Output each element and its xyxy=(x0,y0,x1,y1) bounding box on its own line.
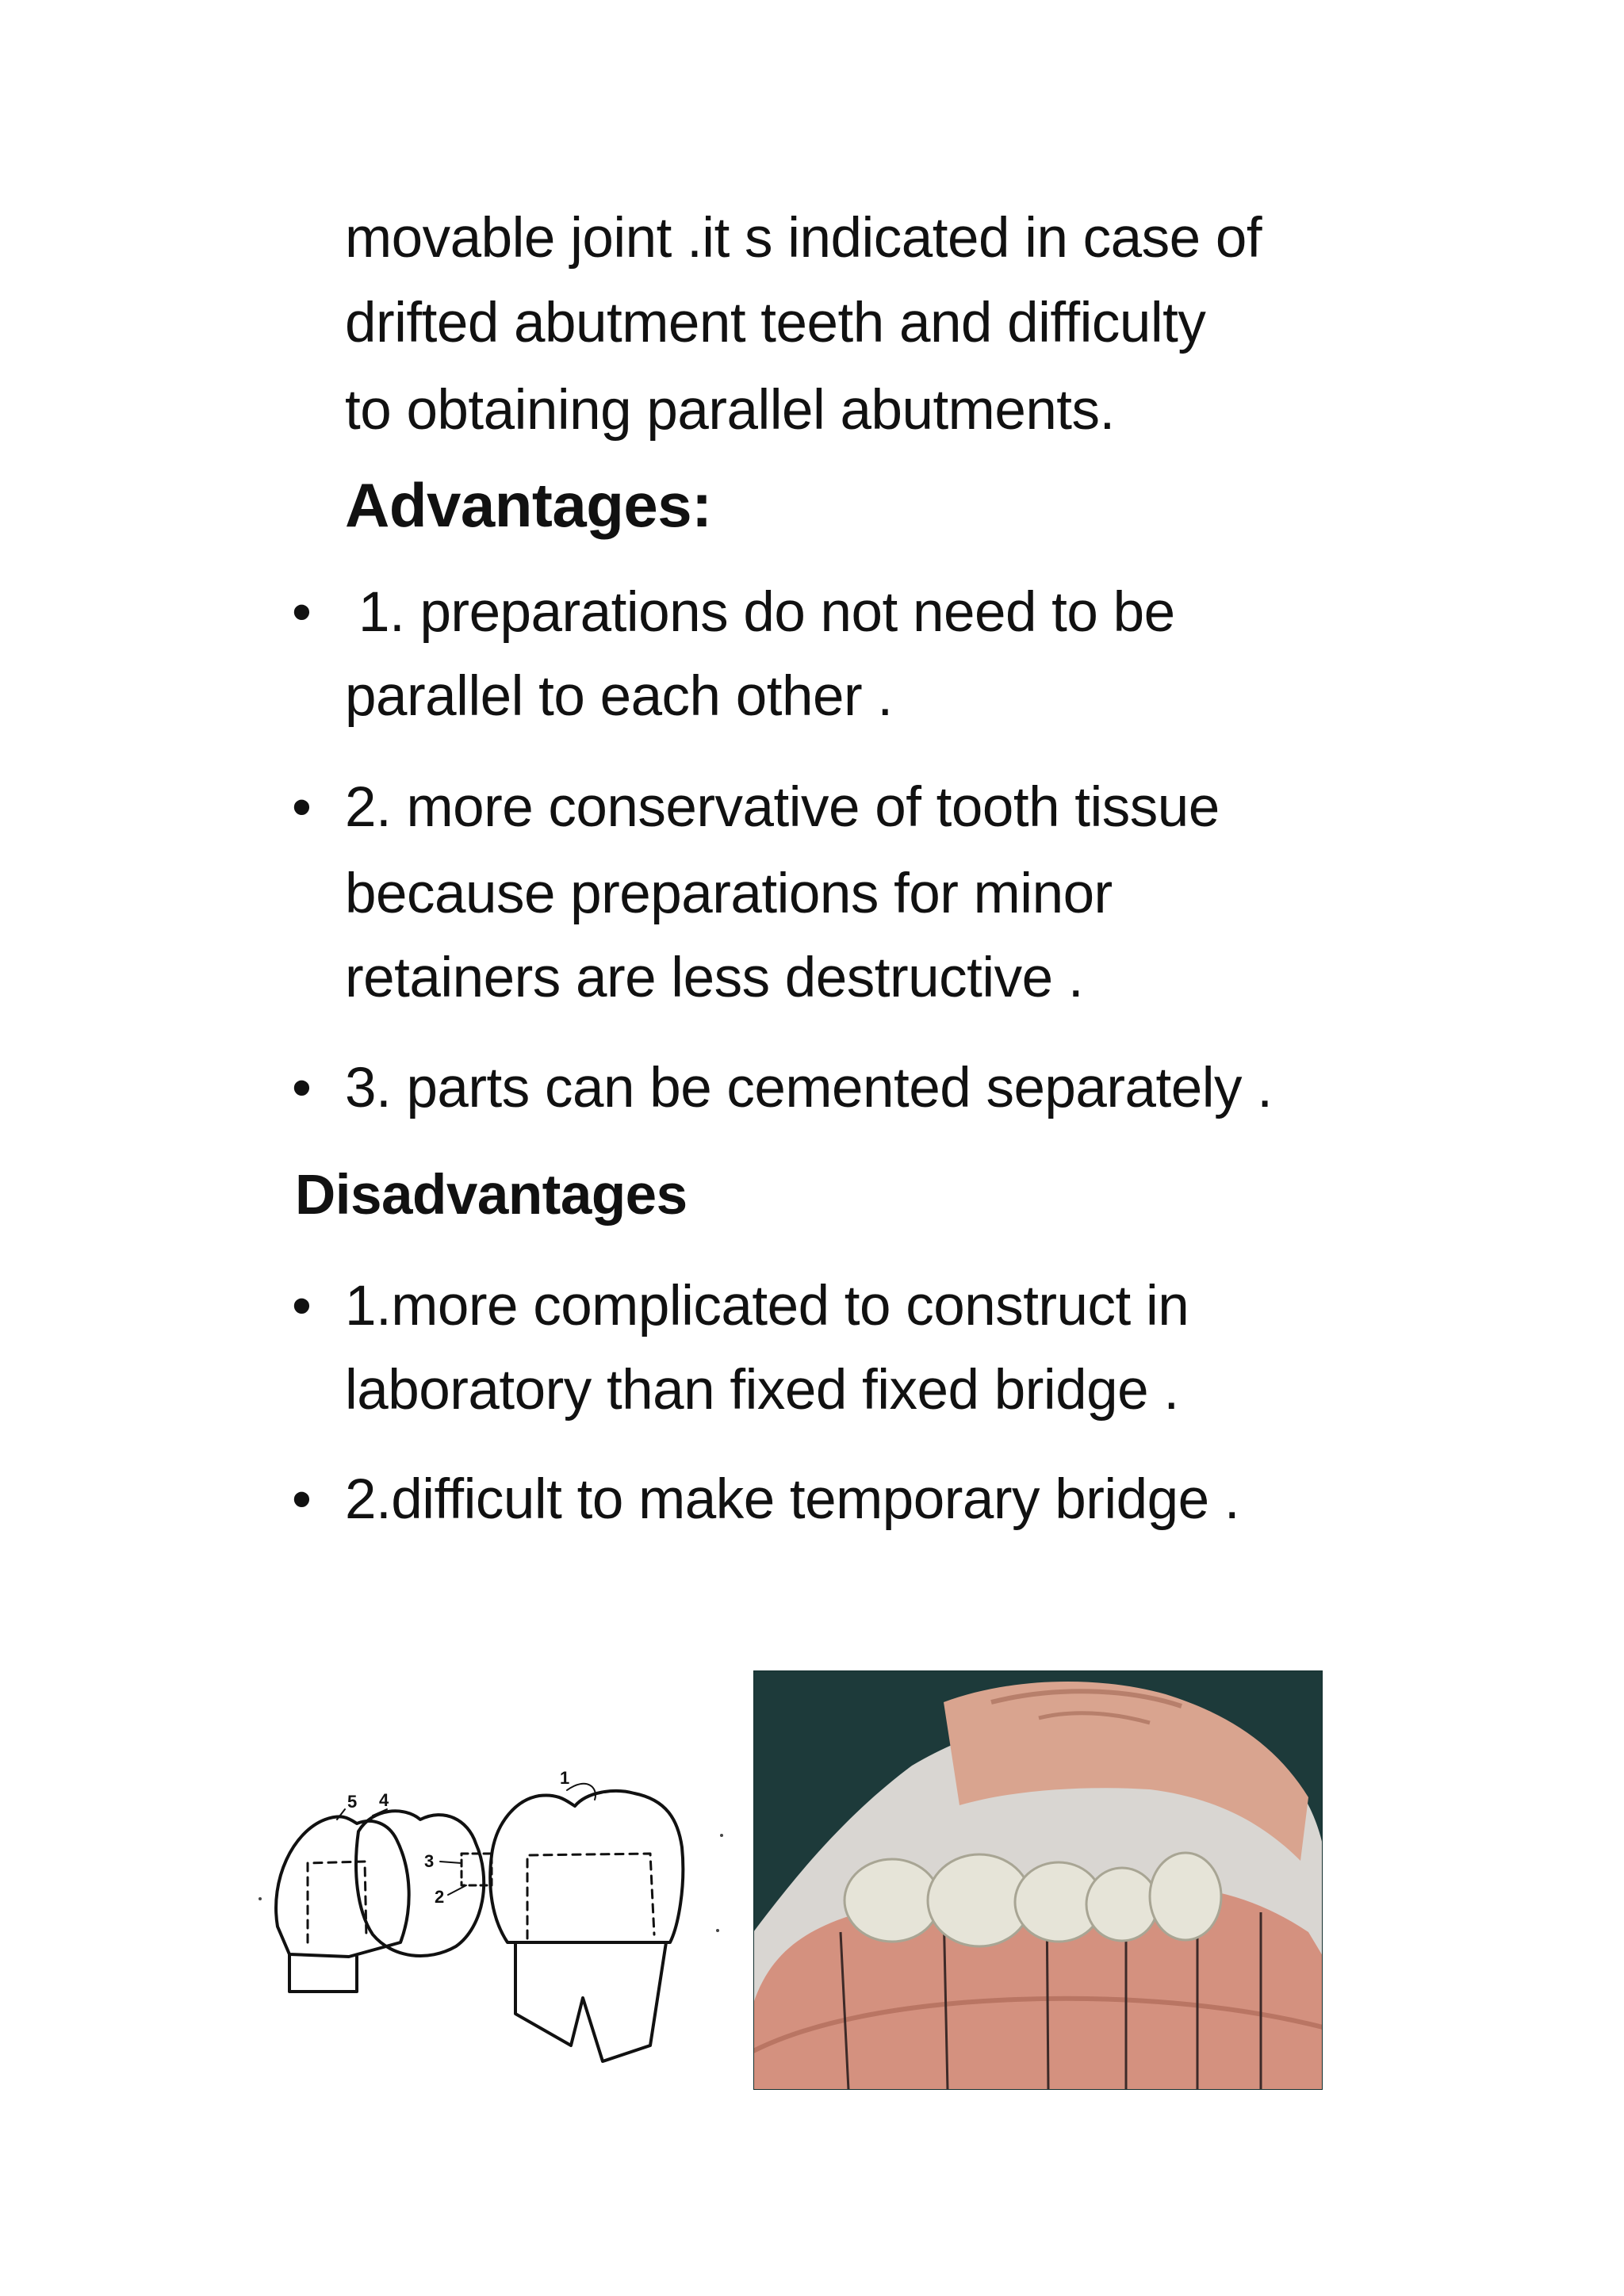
advantage-3-line-1: 3. parts can be cemented separately . xyxy=(345,1057,1273,1119)
bullet-icon: • xyxy=(292,1275,312,1337)
advantages-heading: Advantages: xyxy=(345,470,712,540)
disadvantages-heading: Disadvantages xyxy=(295,1164,688,1226)
bullet-icon: • xyxy=(292,1468,312,1531)
diagram-label-2: 2 xyxy=(435,1887,445,1907)
disadvantage-1-line-1: 1.more complicated to construct in xyxy=(345,1275,1189,1337)
advantage-2-line-3: retainers are less destructive . xyxy=(345,947,1084,1009)
disadvantage-2-line-1: 2.difficult to make temporary bridge . xyxy=(345,1468,1240,1531)
intro-line-3: to obtaining parallel abutments. xyxy=(345,379,1115,442)
bridge-diagram xyxy=(254,1744,730,2093)
bullet-icon: • xyxy=(292,776,312,839)
intro-line-1: movable joint .it s indicated in case of xyxy=(345,207,1262,270)
bridge-model-photo xyxy=(753,1670,1323,2090)
diagram-label-5: 5 xyxy=(347,1792,358,1812)
advantage-1-line-1: 1. preparations do not need to be xyxy=(358,581,1175,644)
diagram-label-3: 3 xyxy=(424,1851,435,1871)
advantage-1-line-2: parallel to each other . xyxy=(345,665,893,728)
bullet-icon: • xyxy=(292,581,312,644)
advantage-2-line-2: because preparations for minor xyxy=(345,863,1113,925)
bullet-icon: • xyxy=(292,1057,312,1119)
diagram-label-1: 1 xyxy=(560,1768,570,1788)
diagram-label-4: 4 xyxy=(379,1790,389,1810)
disadvantage-1-line-2: laboratory than fixed fixed bridge . xyxy=(345,1359,1179,1422)
intro-line-2: drifted abutment teeth and difficulty xyxy=(345,292,1206,354)
advantage-2-line-1: 2. more conservative of tooth tissue xyxy=(345,776,1220,839)
